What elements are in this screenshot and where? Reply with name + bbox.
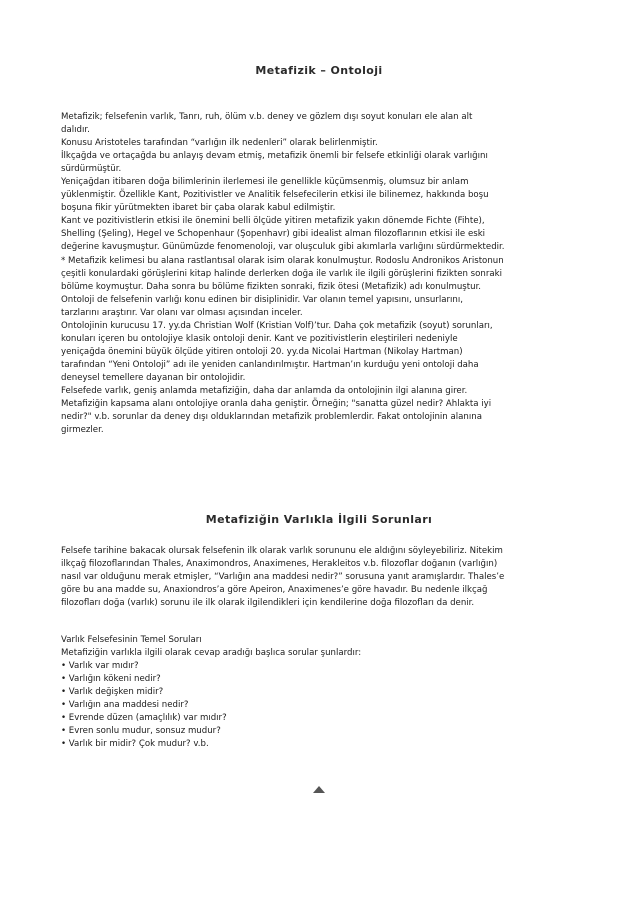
- text-line: Felsefede varlık, geniş anlamda metafiziğin, daha dar anlamda da ontolojinin ilgi alanına girer.: [61, 385, 468, 396]
- text-line: İlkçağda ve ortaçağda bu anlayış devam etmiş, metafizik önemli bir felsefe etkinliği olarak varlığını: [61, 151, 488, 162]
- text-line: bölüme koymuştur. Daha sonra bu bölüme fizikten sonraki, fizik ötesi (Metafizik) adı konulmuştur.: [61, 281, 482, 292]
- text-line: göre bu ana madde su, Anaxiondros’a göre Apeiron, Anaximenes’e göre havadır. Bu nedenle ilkçağ: [61, 585, 488, 596]
- list-item: • Evrende düzen (amaçlılık) var mıdır?: [61, 713, 227, 724]
- text-line: tarzlarını araştırır. Var olanı var olması açısından inceler.: [61, 307, 303, 318]
- list-intro: Metafiziğin varlıkla ilgili olarak cevap aradığı başlıca sorular şunlardır:: [61, 648, 362, 659]
- text-line: Shelling (Şeling), Hegel ve Schopenhaur (Şopenhavr) gibi idealist alman filozoflarının etkisi ile eski: [61, 229, 486, 240]
- list-item: • Varlığın ana maddesi nedir?: [61, 700, 189, 711]
- text-line: değerine kavuşmuştur. Günümüzde fenomenoloji, var oluşculuk gibi akımlarla varlığını sürdürmektedir.: [61, 242, 505, 253]
- text-line: dalıdır.: [61, 125, 90, 136]
- text-line: Metafiziğin kapsama alanı ontolojiye oranla daha geniştir. Örneğin; "sanatta güzel nedir? Ahlakta iyi: [61, 399, 492, 410]
- text-line: Ontoloji de felsefenin varlığı konu edinen bir disiplinidir. Var olanın temel yapısını, unsurlarını,: [61, 294, 463, 305]
- text-line: Felsefe tarihine bakacak olursak felsefenin ilk olarak varlık sorununu ele aldığını söyleyebiliriz. Nitekim: [61, 546, 503, 556]
- list-item: • Evren sonlu mudur, sonsuz mudur?: [61, 726, 221, 737]
- text-line: Metafizik; felsefenin varlık, Tanrı, ruh, ölüm v.b. deney ve gözlem dışı soyut konuları ele alan alt: [61, 112, 473, 122]
- text-line: Kant ve pozitivistlerin etkisi ile önemini belli ölçüde yitiren metafizik yakın dönemde Fichte (Fihte),: [61, 216, 485, 227]
- list-item: • Varlık değişken midir?: [61, 687, 164, 698]
- page-title: Metafizik – Ontoloji: [255, 64, 383, 77]
- text-line: Konusu Aristoteles tarafından “varlığın ilk nedenleri” olarak belirlenmiştir.: [61, 138, 378, 149]
- section1-text: [61, 111, 591, 437]
- text-line: girmezler.: [61, 425, 104, 436]
- text-line: Ontolojinin kurucusu 17. yy.da Christian Wolf (Kristian Volf)’tur. Daha çok metafizik (soyut) sorunları,: [61, 320, 493, 331]
- up-arrow-icon[interactable]: [312, 780, 326, 790]
- list-item: • Varlığın kökeni nedir?: [61, 674, 161, 685]
- text-line: nasıl var olduğunu merak etmişler, “Varlığın ana maddesi nedir?” sorusuna yanıt aramışlardır. Thales’e: [61, 572, 505, 583]
- text-line: filozofları doğa (varlık) sorunu ile ilk olarak ilgilendikleri için kendilerine doğa filozofları da denir.: [61, 598, 475, 609]
- section2-heading: Metafiziğin Varlıkla İlgili Sorunları: [205, 513, 433, 526]
- text-line: deneysel temellere dayanan bir ontolojidir.: [61, 372, 246, 383]
- text-line: çeşitli konulardaki görüşlerini kitap halinde derlerken doğa ile varlık ile ilgili görüşlerini fizikten sonraki: [61, 268, 503, 279]
- text-line: yeniçağda önemini büyük ölçüde yitiren ontoloji 20. yy.da Nicolai Hartman (Nikolay Hartman): [61, 346, 463, 357]
- text-line: tarafından “Yeni Ontoloji” adı ile yeniden canlandırılmıştır. Hartman’ın kurduğu yeni ontoloji daha: [61, 359, 479, 370]
- text-line: * Metafizik kelimesi bu alana rastlantısal olarak isim olarak konulmuştur. Rodoslu Andronikos Aristonun: [61, 255, 504, 266]
- text-line: yüklenmiştir. Özellikle Kant, Pozitivistler ve Analitik felsefecilerin etkisi ile bilinemez, hakkında boşu: [61, 190, 489, 201]
- section2-text: [61, 545, 591, 610]
- text-line: sürdürmüştür.: [61, 164, 122, 175]
- text-line: ilkçağ filozoflarından Thales, Anaximondros, Anaximenes, Herakleitos v.b. filozoflar doğanın (varlığın): [61, 559, 498, 570]
- text-line: boşuna fikir yürütmekten ibaret bir çaba olarak kabul edilmiştir.: [61, 203, 336, 214]
- questions-list: [61, 634, 591, 751]
- list-item: • Varlık var mıdır?: [61, 661, 139, 672]
- list-item: • Varlık bir midir? Çok mudur? v.b.: [61, 739, 209, 750]
- text-line: nedir?" v.b. sorunlar da deney dışı olduklarından metafizik problemlerdir. Fakat ontolojinin alanına: [61, 412, 482, 423]
- text-line: konuları içeren bu ontolojiye klasik ontoloji denir. Kant ve pozitivistlerin eleştirileri nedeniyle: [61, 333, 458, 344]
- list-heading: Varlık Felsefesinin Temel Soruları: [61, 635, 202, 645]
- text-line: Yeniçağdan itibaren doğa bilimlerinin ilerlemesi ile genellikle küçümsenmiş, olumsuz bir anlam: [61, 177, 469, 188]
